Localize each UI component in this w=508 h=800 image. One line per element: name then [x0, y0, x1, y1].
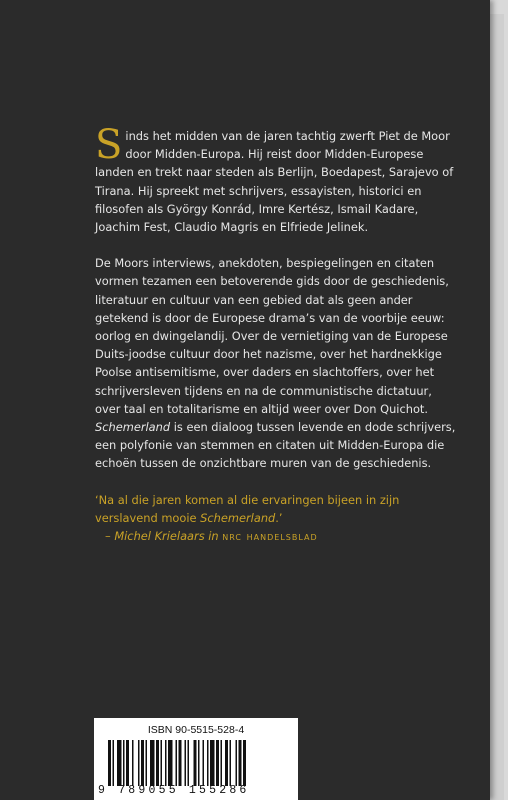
- barcode-bar: [161, 740, 163, 786]
- barcode-bar: [117, 740, 122, 786]
- blurb-paragraph-2: [95, 254, 457, 472]
- review-quote: [95, 491, 457, 546]
- barcode-bar: [113, 740, 115, 786]
- barcode-bar: [141, 740, 144, 786]
- barcode-bar: [108, 740, 111, 786]
- barcode-bar: [198, 740, 200, 786]
- paragraph-2-text-a: De Moors interviews, anekdoten, bespiegelingen en citaten vormen tezamen een betoverende gids door de geschiedenis, literatuur en cultuur van een gebied dat als geen ander getekend is door de Europese drama’s van de voorbije eeuw: oorlog en dwingelandij. Over de vernietiging van de Europese Duits-joodse cultuur door het nazisme, over het hardnekkige Poolse antisemitisme, over daders en slachtoffers, over het schrijversleven tijdens en na de communistische dictatuur, over taal en totalitarisme en altijd weer over Don Quichot.: [95, 256, 449, 416]
- barcode-bar: [203, 740, 205, 786]
- barcode-bar: [194, 740, 197, 786]
- barcode-bar: [138, 740, 140, 786]
- attribution-source: nrc handelsblad: [222, 529, 318, 544]
- ean-digits: 9 789055 155286: [98, 784, 250, 797]
- barcode-bar: [185, 740, 187, 786]
- quote-book-title: Schemerland: [200, 510, 276, 525]
- barcode-bar: [239, 740, 242, 786]
- barcode-bar: [165, 740, 167, 786]
- paragraph-2-text-b: is een dialoog tussen levende en dode schrijvers, een polyfonie van stemmen en citaten uit Midden-Europa die echoën tussen de onzichtbare muren van de geschiedenis.: [95, 420, 456, 471]
- barcode-bar: [150, 740, 155, 786]
- barcode-bar: [123, 740, 125, 786]
- paragraph-1-text: inds het midden van de jaren tachtig zwerft Piet de Moor door Midden-Europa. Hij reist door Midden-Europese landen en trekt naar steden als Berlijn, Boedapest, Sarajevo of Tirana. Hij spreekt met schrijvers, essayisten, historici en filosofen als György Konrád, Imre Kertész, Ismail Kadare, Joachim Fest, Claudio Magris en Elfriede Jelinek.: [95, 129, 454, 235]
- barcode-label: [94, 718, 298, 800]
- barcode-bar: [210, 740, 215, 786]
- barcode-bar: [146, 740, 148, 786]
- barcode-bar: [207, 740, 209, 786]
- barcode-bar: [179, 740, 182, 786]
- barcode-bar: [216, 740, 219, 786]
- isbn-text: ISBN 90-5515-528-4: [147, 724, 245, 736]
- barcode-bar: [225, 740, 228, 786]
- quote-attribution: [95, 527, 457, 545]
- attribution-name: – Michel Krielaars in: [105, 529, 219, 544]
- barcode-bar: [132, 740, 134, 786]
- drop-cap: S: [95, 122, 123, 168]
- barcode-bar: [188, 740, 190, 786]
- book-title-italic: Schemerland: [95, 420, 171, 435]
- blurb-paragraph-1: [95, 122, 457, 236]
- barcode-bars: [108, 740, 288, 786]
- barcode-bar: [176, 740, 178, 786]
- blurb-text: [95, 122, 457, 545]
- barcode-bar: [126, 740, 129, 786]
- quote-end: .’: [275, 510, 283, 525]
- barcode-bar: [168, 740, 173, 786]
- barcode-bar: [230, 740, 232, 786]
- quote-text: ‘Na al die jaren komen al die ervaringen bijeen in zijn verslavend mooie: [95, 492, 400, 525]
- barcode-bar: [156, 740, 159, 786]
- barcode-bar: [221, 740, 223, 786]
- barcode-bar: [243, 740, 246, 786]
- barcode-bar: [236, 740, 238, 786]
